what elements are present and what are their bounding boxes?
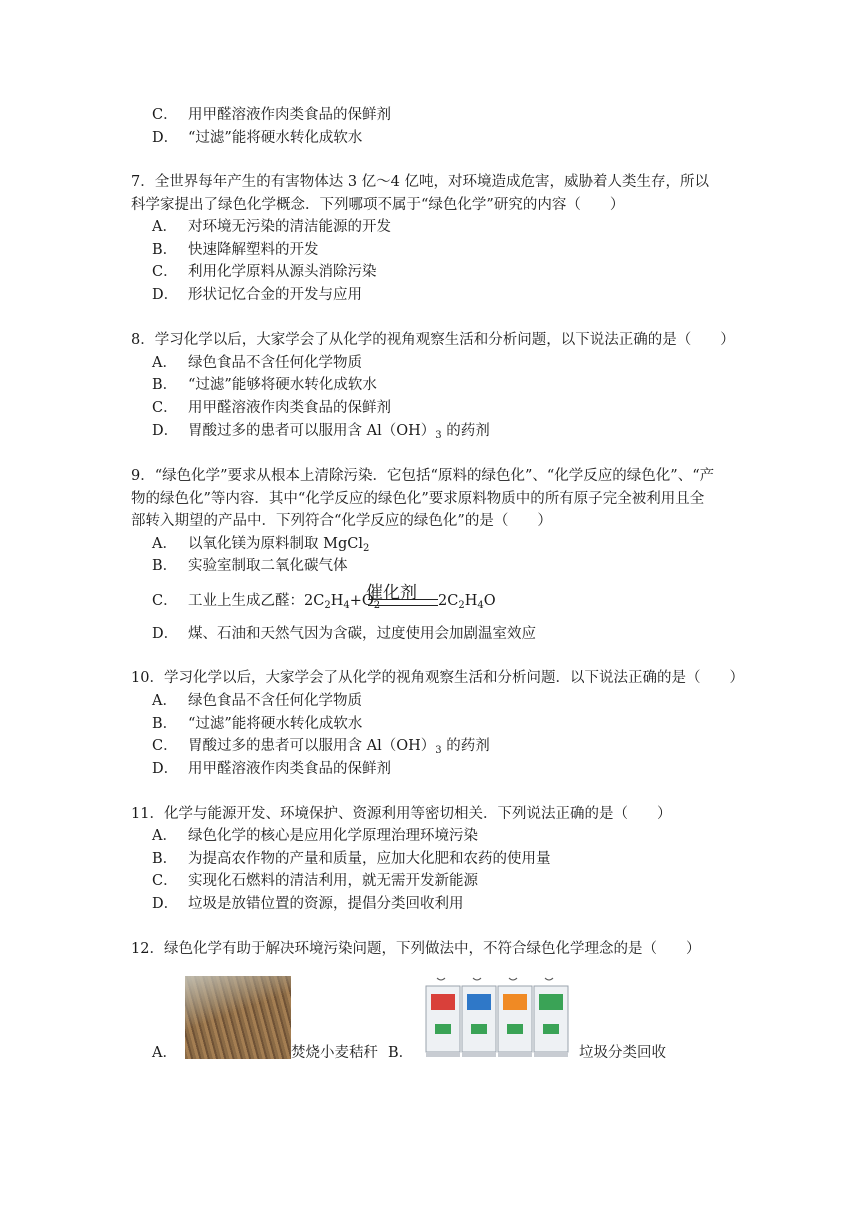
q9-option-a [152,534,369,554]
subscript: 3 [435,430,442,441]
option-letter: B． [152,377,178,393]
option-letter: D． [152,761,179,777]
option-letter: A． [152,536,177,552]
option-text: “过滤”能将硬水转化成软水 [188,130,363,146]
bin-1 [426,978,460,1057]
bin-3 [498,978,532,1057]
q11-option-c [152,871,478,891]
q12-option-b-letter: B． [388,1045,414,1061]
option-letter: A． [152,828,177,844]
option-text: 用甲醛溶液作肉类食品的保鲜剂 [188,400,391,416]
recycling-bins-illustration [423,976,573,1059]
option-letter: B． [152,851,178,867]
q7-option-a [152,217,391,237]
q11-stem-line1: 11．化学与能源开发、环境保护、资源利用等密切相关．下列说法正确的是（ ） [131,806,672,822]
option-text-tail: 的药剂 [441,738,490,754]
q10-option-d [152,759,391,779]
equation-product: $2C_2H_4O$ [438,593,496,611]
option-letter: A． [152,219,177,235]
option-letter: B． [152,558,178,574]
q12-option-b-caption: 垃圾分类回收 [579,1045,666,1061]
q8-option-a [152,353,362,373]
option-text: “过滤”能将硬水转化成软水 [188,716,363,732]
option-letter: B． [152,242,178,258]
equation-reactants: 工业上生成乙醛：$2C_2H_4+O_2$ [188,593,381,611]
option-letter: D． [152,287,179,303]
option-text: “过滤”能够将硬水转化成软水 [188,377,377,393]
option-letter: A． [152,355,177,371]
q8-stem-line1: 8．学习化学以后，大家学会了从化学的视角观察生活和分析问题，以下说法正确的是（ ） [131,332,735,348]
option-text: 胃酸过多的患者可以服用含 Al（OH） [188,423,436,439]
chemical-equation [188,578,508,618]
option-letter: D． [152,130,179,146]
q10-stem-line1: 10．学习化学以后，大家学会了从化学的视角观察生活和分析问题．以下说法正确的是（ ） [131,670,744,686]
q6-option-d [152,128,362,148]
option-text: 利用化学原料从源头消除污染 [188,264,377,280]
option-letter: C． [152,738,178,754]
option-text: 快速降解塑料的开发 [188,242,319,258]
q11-option-b [152,849,551,869]
option-text: 煤、石油和天然气因为含碳，过度使用会加剧温室效应 [188,626,536,642]
option-letter: A． [152,693,177,709]
q12-stem-line1: 12．绿色化学有助于解决环境污染问题，下列做法中，不符合绿色化学理念的是（ ） [131,941,701,957]
q7-option-c [152,262,377,282]
option-letter: D． [152,423,179,439]
option-text: 为提高农作物的产量和质量，应加大化肥和农药的使用量 [188,851,551,867]
q11-option-a [152,826,478,846]
q7-stem-line2: 科学家提出了绿色化学概念．下列哪项不属于“绿色化学”研究的内容（ ） [131,197,625,213]
q12-option-a-caption: 焚烧小麦秸秆 [291,1045,378,1061]
catalyst-label: 催化剂 [366,583,417,603]
option-letter: B． [152,716,178,732]
burning-straw-image [185,976,291,1059]
option-letter: D． [152,626,179,642]
q8-option-c [152,398,391,418]
q7-stem-line1: 7．全世界每年产生的有害物体达 3 亿～4 亿吨，对环境造成危害，威胁着人类生存，所以 [131,174,709,190]
option-text-tail: 的药剂 [441,423,490,439]
q11-option-d [152,894,464,914]
option-text: 对环境无污染的清洁能源的开发 [188,219,391,235]
q9-option-d [152,624,536,644]
q10-option-b [152,714,362,734]
q12-option-a-letter: A． [152,1045,177,1061]
option-letter: C． [152,400,178,416]
equation-product-text: 2C [438,593,459,609]
option-text: 以氧化镁为原料制取 MgCl [188,536,363,552]
option-text: 绿色食品不含任何化学物质 [188,355,362,371]
option-text: 实现化石燃料的清洁利用，就无需开发新能源 [188,873,478,889]
option-text: 绿色化学的核心是应用化学原理治理环境污染 [188,828,478,844]
option-text: 绿色食品不含任何化学物质 [188,693,362,709]
option-text: 胃酸过多的患者可以服用含 Al（OH） [188,738,436,754]
q6-option-c [152,105,391,125]
bin-4 [534,978,568,1057]
q9-stem-line2: 物的绿色化”等内容．其中“化学反应的绿色化”要求原料物质中的所有原子完全被利用且全 [131,491,705,507]
q9-option-b [152,556,348,576]
recycling-bins-image [423,976,573,1059]
q10-option-c [152,736,490,756]
q7-option-b [152,240,319,260]
q9-option-c-letter [152,591,188,611]
option-text: 形状记忆合金的开发与应用 [188,287,362,303]
option-text: 实验室制取二氧化碳气体 [188,558,348,574]
option-text: 用甲醛溶液作肉类食品的保鲜剂 [188,761,391,777]
option-letter: C． [152,264,178,280]
option-letter: C． [152,593,178,609]
option-text: 垃圾是放错位置的资源，提倡分类回收利用 [188,896,464,912]
subscript: 2 [362,543,370,554]
option-text: 用甲醛溶液作肉类食品的保鲜剂 [188,107,391,123]
subscript: 3 [435,745,442,756]
bin-2 [462,978,496,1057]
equation-text: 工业上生成乙醛：2C [188,593,325,609]
q9-stem-line1: 9．“绿色化学”要求从根本上清除污染．它包括“原料的绿色化”、“化学反应的绿色化”、“产 [131,468,715,484]
q9-stem-line3: 部转入期望的产品中．下列符合“化学反应的绿色化”的是（ ） [131,513,552,529]
q10-option-a [152,691,362,711]
q8-option-d [152,421,490,441]
option-letter: C． [152,873,178,889]
option-letter: D． [152,896,179,912]
q7-option-d [152,285,362,305]
q8-option-b [152,375,377,395]
option-letter: C． [152,107,178,123]
